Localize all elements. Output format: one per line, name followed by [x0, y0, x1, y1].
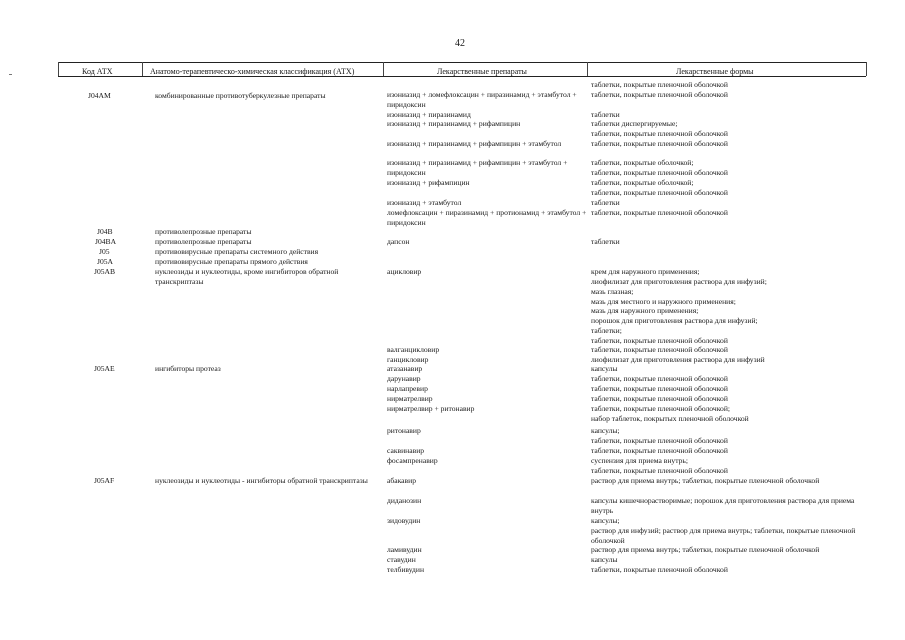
drug-name: атазанавир — [387, 364, 423, 373]
header-bottom-border — [58, 76, 866, 77]
classification-text: комбинированные противотуберкулезные препараты — [155, 91, 326, 100]
column-divider — [142, 62, 143, 76]
dosage-form: таблетки, покрытые оболочкой; — [591, 178, 694, 187]
drug-name: дарунавир — [387, 374, 421, 383]
atx-code: J04BA — [95, 237, 117, 246]
drug-name: ацикловир — [387, 267, 422, 276]
classification-text: противолепрозные препараты — [155, 237, 252, 246]
drug-name: фосампренавир — [387, 456, 438, 465]
dosage-form: таблетки, покрытые пленочной оболочкой — [591, 345, 728, 354]
header-drugs: Лекарственные препараты — [437, 67, 527, 76]
dosage-form: таблетки, покрытые пленочной оболочкой — [591, 466, 728, 475]
scan-mark — [9, 74, 12, 75]
drug-name: валганцикловир — [387, 345, 440, 354]
dosage-form: лиофилизат для приготовления раствора для инфузий — [591, 355, 765, 364]
dosage-form: таблетки, покрытые пленочной оболочкой — [591, 384, 728, 393]
drug-name: абакавир — [387, 476, 416, 485]
dosage-form: суспензия для приема внутрь; — [591, 456, 688, 465]
dosage-form: таблетки, покрытые пленочной оболочкой — [591, 336, 728, 345]
header-classification: Анатомо-терапевтическо-химическая классификация (АТХ) — [150, 67, 355, 76]
page-number: 42 — [455, 38, 465, 49]
dosage-form: таблетки, покрытые пленочной оболочкой — [591, 90, 728, 99]
dosage-form: мазь глазная; — [591, 287, 634, 296]
drug-name: зидовудин — [387, 516, 421, 525]
drug-name: нирматрелвир — [387, 394, 433, 403]
dosage-form: капсулы; — [591, 426, 620, 435]
dosage-form: крем для наружного применения; — [591, 267, 700, 276]
dosage-form: таблетки, покрытые пленочной оболочкой — [591, 139, 728, 148]
classification-text: противолепрозные препараты — [155, 227, 252, 236]
dosage-form: раствор для инфузий; раствор для приема внутрь; таблетки, покрытые пленочной оболочкой — [591, 526, 856, 545]
drug-name: изониазид + пиразинамид + рифампицин + этамбутол — [387, 139, 562, 148]
drug-name: саквинавир — [387, 446, 425, 455]
column-divider — [383, 62, 384, 76]
dosage-form: таблетки, покрытые пленочной оболочкой — [591, 188, 728, 197]
drug-name: нирматрелвир + ритонавир — [387, 404, 475, 413]
dosage-form: таблетки, покрытые пленочной оболочкой — [591, 394, 728, 403]
drug-name: нарлапревир — [387, 384, 428, 393]
drug-name: ломефлоксацин + пиразинамид + протионамид + этамбутол + пиридоксин — [387, 208, 587, 227]
dosage-form: таблетки, покрытые пленочной оболочкой — [591, 80, 728, 89]
atx-code: J04B — [97, 227, 113, 236]
classification-text: нуклеозиды и нуклеотиды - ингибиторы обратной транскриптазы — [155, 476, 368, 485]
column-divider — [866, 62, 867, 76]
dosage-form: лиофилизат для приготовления раствора для инфузий; — [591, 277, 767, 286]
drug-name: ганцикловир — [387, 355, 429, 364]
dosage-form: порошок для приготовления раствора для инфузий; — [591, 316, 758, 325]
dosage-form: мазь для наружного применения; — [591, 306, 699, 315]
classification-text: противовирусные препараты прямого действия — [155, 257, 308, 266]
dosage-form: таблетки, покрытые пленочной оболочкой — [591, 446, 728, 455]
dosage-form: таблетки, покрытые пленочной оболочкой; — [591, 404, 730, 413]
drug-name: диданозин — [387, 496, 422, 505]
dosage-form: таблетки, покрытые пленочной оболочкой — [591, 374, 728, 383]
table-top-border — [58, 62, 866, 63]
dosage-form: капсулы кишечнорастворимые; порошок для приготовления раствора для приема внутрь — [591, 496, 855, 515]
dosage-form: таблетки диспергируемые; — [591, 119, 678, 128]
drug-name: ставудин — [387, 555, 416, 564]
drug-name: изониазид + ломефлоксацин + пиразинамид + этамбутол + пиридоксин — [387, 90, 577, 109]
dosage-form: капсулы — [591, 555, 618, 564]
dosage-form: таблетки, покрытые оболочкой; — [591, 158, 694, 167]
atx-code: J05AE — [94, 364, 115, 373]
drug-name: изониазид + пиразинамид — [387, 110, 471, 119]
atx-code: J05 — [99, 247, 110, 256]
classification-text: ингибиторы протеаз — [155, 364, 221, 373]
dosage-form: таблетки, покрытые пленочной оболочкой — [591, 436, 728, 445]
dosage-form: мазь для местного и наружного применения; — [591, 297, 736, 306]
drug-name: телбивудин — [387, 565, 425, 574]
classification-text: противовирусные препараты системного действия — [155, 247, 319, 256]
dosage-form: таблетки, покрытые пленочной оболочкой — [591, 168, 728, 177]
dosage-form: таблетки — [591, 110, 620, 119]
atx-code: J05AF — [94, 476, 115, 485]
dosage-form: таблетки — [591, 237, 620, 246]
dosage-form: таблетки, покрытые пленочной оболочкой — [591, 565, 728, 574]
dosage-form: таблетки; — [591, 326, 622, 335]
dosage-form: раствор для приема внутрь; таблетки, покрытые пленочной оболочкой — [591, 545, 820, 554]
drug-name: изониазид + рифампицин — [387, 178, 470, 187]
dosage-form: набор таблеток, покрытых пленочной оболочкой — [591, 414, 749, 423]
dosage-form: капсулы — [591, 364, 618, 373]
dosage-form: таблетки, покрытые пленочной оболочкой — [591, 208, 728, 217]
column-divider — [587, 62, 588, 76]
drug-name: ламивудин — [387, 545, 422, 554]
atx-code: J05AB — [94, 267, 116, 276]
dosage-form: таблетки — [591, 198, 620, 207]
drug-name: изониазид + этамбутол — [387, 198, 462, 207]
dosage-form: таблетки, покрытые пленочной оболочкой — [591, 129, 728, 138]
atx-code: J04AM — [88, 91, 111, 100]
header-forms: Лекарственные формы — [676, 67, 754, 76]
drug-name: изониазид + пиразинамид + рифампицин — [387, 119, 521, 128]
classification-text: нуклеозиды и нуклеотиды, кроме ингибиторов обратной транскриптазы — [155, 267, 339, 286]
drug-name: изониазид + пиразинамид + рифампицин + этамбутол + пиридоксин — [387, 158, 568, 177]
dosage-form: капсулы; — [591, 516, 620, 525]
drug-name: ритонавир — [387, 426, 421, 435]
header-code: Код АТХ — [82, 67, 113, 76]
column-divider — [58, 62, 59, 76]
drug-name: дапсон — [387, 237, 410, 246]
atx-code: J05A — [97, 257, 114, 266]
dosage-form: раствор для приема внутрь; таблетки, покрытые пленочной оболочкой — [591, 476, 820, 485]
